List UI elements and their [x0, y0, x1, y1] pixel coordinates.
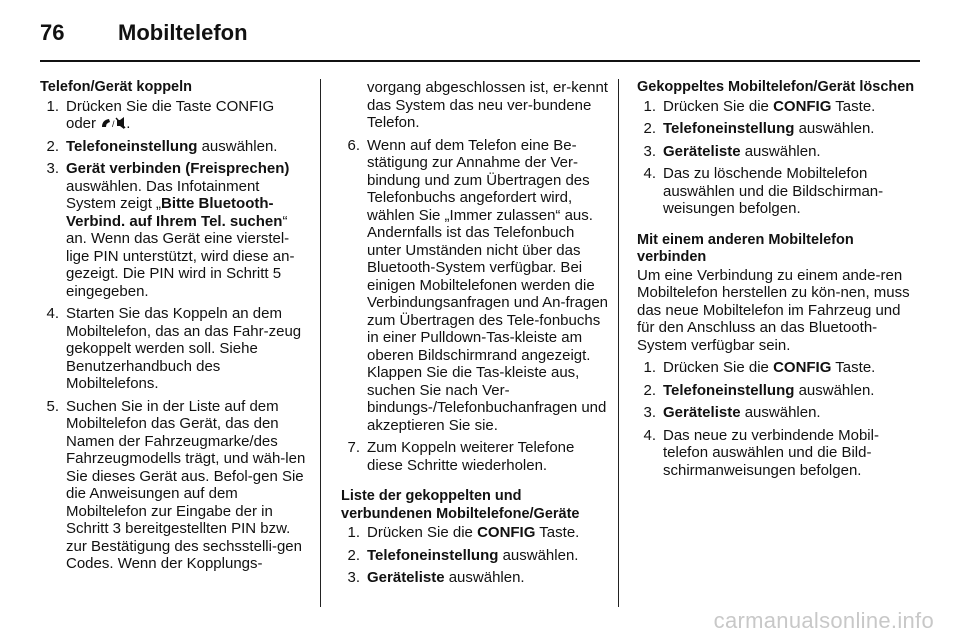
section-heading-delete-phone: Gekoppeltes Mobiltelefon/Gerät löschen	[637, 79, 915, 95]
page-title: Mobiltelefon	[118, 20, 248, 45]
list-item: 2. Telefoneinstellung auswählen.	[46, 137, 278, 155]
page-number: 76	[40, 20, 65, 45]
section-heading-device-list: Liste der gekoppelten und verbundenen Mobiltelefone/Geräte	[341, 488, 580, 522]
pairing-steps-more	[341, 137, 609, 475]
column-divider-1	[320, 79, 321, 607]
section-heading-connect-other: Mit einem anderen Mobiltelefon verbinden	[637, 231, 854, 265]
intro-paragraph: Um eine Verbindung zu einem ande-ren Mobiltelefon herstellen zu kön-nen, muss das neue Mobiltelefon im Fahrzeug und für den Anschluss an das Bluetooth-System verfügbar sein.	[637, 266, 910, 354]
list-item: 1. Drücken Sie die CONFIG Taste.	[643, 359, 876, 376]
list-item: 3. Gerät verbinden (Freisprechen) auswählen. Das Infotainment System zeigt „Bitte Bluetooth-Verbind. auf Ihrem Tel. suchen“ an. Wenn das Gerät eine vierstel-lige PIN unterstützt, wird diese an-gezeigt. Die PIN wird in Schritt 5 eingegeben.	[46, 160, 295, 300]
svg-text:/: /	[112, 119, 115, 129]
list-item: 2. Telefoneinstellung auswählen.	[347, 546, 579, 564]
section-heading-pair-phone: Telefon/Gerät koppeln	[40, 79, 193, 95]
list-item: 4. Starten Sie das Koppeln an dem Mobiltelefon, das an das Fahr-zeug gekoppelt werden soll. Siehe Benutzerhandbuch des Mobiltelefons.	[46, 305, 302, 392]
column-3	[637, 79, 919, 479]
column-1	[40, 79, 308, 573]
list-item: 1. Drücken Sie die CONFIG Taste.	[643, 97, 876, 115]
list-item: 5. Suchen Sie in der Liste auf dem Mobiltelefon das Gerät, das den Namen der Fahrzeugmarke/des Fahrzeugmodells trägt, und wäh-len Sie dieses Gerät aus. Befol-gen Sie die Anweisungen auf dem Mobiltelefon zur Eingabe der in Schritt 3 bereitgestellten PIN bzw. zur Bestätigung des sechsstelli-gen Codes. Wenn der Kopplungs-	[46, 397, 306, 572]
page-header	[40, 14, 920, 54]
phone-handset-icon	[100, 116, 126, 130]
connect-steps	[637, 359, 919, 479]
list-item: 2. Telefoneinstellung auswählen.	[643, 120, 875, 137]
pairing-steps	[40, 98, 308, 573]
list-item: 2. Telefoneinstellung auswählen.	[643, 381, 875, 399]
watermark: carmanualsonline.info	[713, 608, 934, 633]
device-list-steps	[341, 524, 609, 587]
delete-steps	[637, 98, 919, 218]
list-item: 3. Geräteliste auswählen.	[643, 142, 821, 160]
header-rule	[40, 60, 920, 62]
list-item: 4. Das neue zu verbindende Mobil-telefon auswählen und die Bild-schirmanweisungen befolgen.	[643, 426, 879, 479]
column-2	[341, 79, 609, 587]
list-item: 1. Drücken Sie die Taste CONFIG oder / .	[46, 97, 275, 132]
list-item: 3. Geräteliste auswählen.	[347, 569, 525, 586]
list-item-continuation: vorgang abgeschlossen ist, er-kennt das System das neu ver-bundene Telefon.	[367, 79, 608, 131]
list-item: 1. Drücken Sie die CONFIG Taste.	[347, 524, 580, 541]
list-item: 4. Das zu löschende Mobiltelefon auswählen und die Bildschirman-weisungen befolgen.	[643, 165, 884, 217]
list-item: 3. Geräteliste auswählen.	[643, 404, 821, 421]
list-item: 6. Wenn auf dem Telefon eine Be-stätigung zur Annahme der Ver-bindung und zum Übertragen des Telefonbuchs angefordert wird, wählen Sie „Immer zulassen“ aus. Andernfalls ist das Telefonbuch unter Umständen nicht über das Bluetooth-System verfügbar. Bei einigen Mobiltelefonen werden die Verbindungsanfragen und An-fragen zum Übertragen des Tele-fonbuchs in einer Pulldown-Tas-kleiste am oberen Bildschirmrand angezeigt. Klappen Sie die Tas-kleiste aus, suchen Sie nach Ver-bindungs-/Telefonbuchanfragen und akzeptieren Sie sie.	[347, 136, 609, 434]
column-divider-2	[618, 79, 619, 607]
pairing-steps-continued	[341, 79, 609, 132]
list-item: 7. Zum Koppeln weiterer Telefone diese Schritte wiederholen.	[347, 439, 575, 474]
